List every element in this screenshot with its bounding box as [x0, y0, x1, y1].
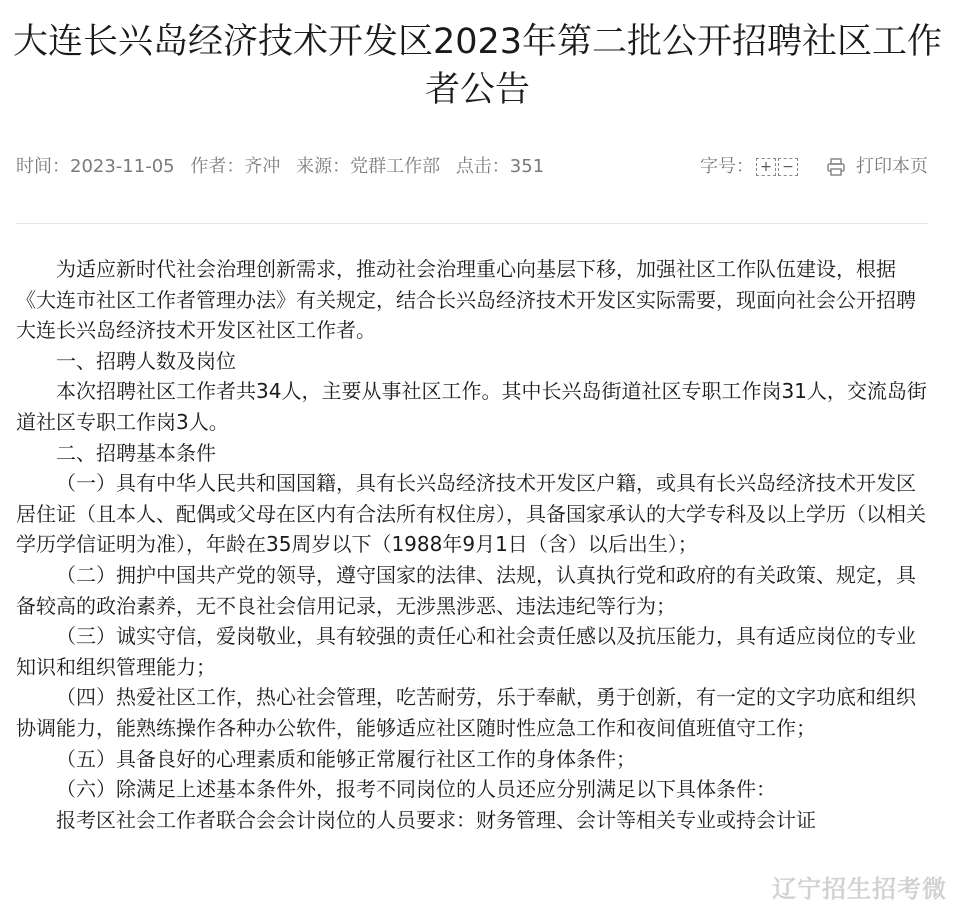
paragraph: （六）除满足上述基本条件外，报考不同岗位的人员还应分别满足以下具体条件： [56, 777, 776, 802]
watermark: 辽宁招生招考微 [772, 875, 947, 903]
font-decrease-button[interactable]: − [778, 158, 798, 176]
publish-time: 时间：2023-11-05 [16, 156, 175, 177]
print-button[interactable] [826, 153, 928, 181]
article-body [16, 254, 928, 835]
paragraph: 二、招聘基本条件 [56, 440, 216, 465]
paragraph: 报考区社会工作者联合会会计岗位的人员要求：财务管理、会计等相关专业或持会计证 [56, 807, 816, 832]
print-label: 打印本页 [856, 156, 928, 177]
article-title: 大连长兴岛经济技术开发区2023年第二批公开招聘社区工作者公告 [12, 22, 943, 110]
font-size-label: 字号： [700, 156, 754, 177]
paragraph: 为适应新时代社会治理创新需求，推动社会治理重心向基层下移，加强社区工作队伍建设，根据《大连市社区工作者管理办法》有关规定，结合长兴岛经济技术开发区实际需要，现面向社会公开招聘大连长兴岛经济技术开发区社区工作者。 [16, 257, 916, 343]
article-meta [16, 153, 928, 181]
font-increase-button[interactable]: + [756, 158, 776, 176]
paragraph: 本次招聘社区工作者共34人，主要从事社区工作。其中长兴岛街道社区专职工作岗31人，交流岛街道社区专职工作岗3人。 [16, 379, 927, 434]
printer-icon [826, 157, 846, 177]
paragraph: 一、招聘人数及岗位 [56, 348, 236, 373]
paragraph: （二）拥护中国共产党的领导，遵守国家的法律、法规，认真执行党和政府的有关政策、规定，具备较高的政治素养，无不良社会信用记录，无涉黑涉恶、违法违纪等行为； [16, 562, 916, 618]
meta-tools [700, 153, 928, 181]
click-count: 点击：351 [455, 156, 545, 177]
paragraph: （一）具有中华人民共和国国籍，具有长兴岛经济技术开发区户籍，或具有长兴岛经济技术开发区居住证（且本人、配偶或父母在区内有合法所有权住房），具备国家承认的大学专科及以上学历（以相关学历学信证明为准），年龄在35周岁以下（1988年9月1日（含）以后出生）； [16, 471, 926, 557]
paragraph: （五）具备良好的心理素质和能够正常履行社区工作的身体条件； [56, 746, 636, 771]
source: 来源：党群工作部 [296, 156, 441, 177]
paragraph: （四）热爱社区工作，热心社会管理，吃苦耐劳，乐于奉献，勇于创新，有一定的文字功底和组织协调能力，能熟练操作各种办公软件，能够适应社区随时性应急工作和夜间值班值守工作； [16, 685, 916, 740]
divider [16, 223, 928, 224]
paragraph: （三）诚实守信，爱岗敬业，具有较强的责任心和社会责任感以及抗压能力，具有适应岗位的专业知识和组织管理能力； [16, 624, 916, 679]
author: 作者：齐冲 [190, 156, 281, 177]
